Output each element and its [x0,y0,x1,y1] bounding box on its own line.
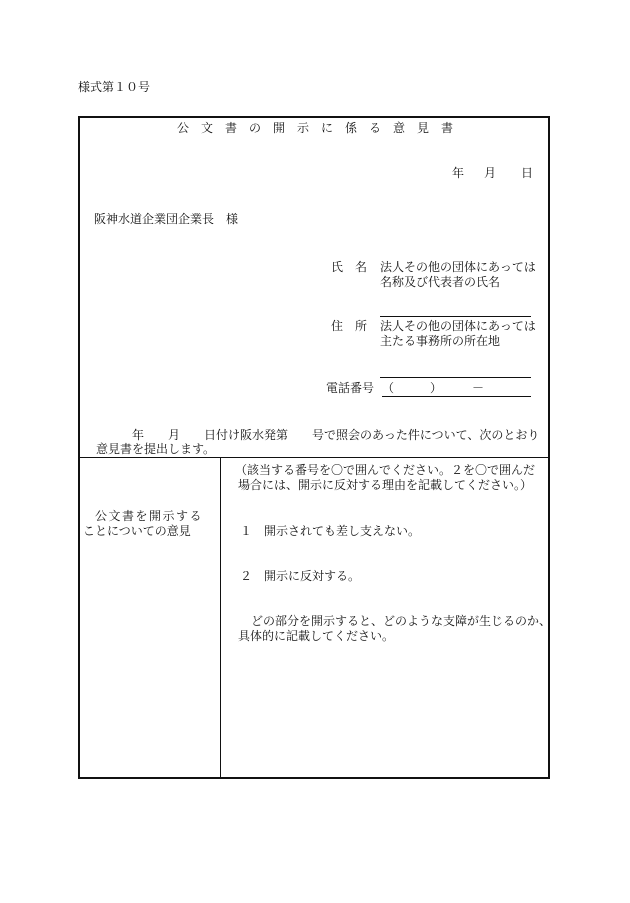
instructions: （該当する番号を〇で囲んでください。２を〇で囲んだ [235,463,536,477]
date-month: 月 [484,166,497,180]
intro-text: 年 月 日付け阪水発第 号で照会のあった件について、次のとおり [132,428,540,442]
reason-instructions: どの部分を開示すると、どのような支障が生じるのか、 [251,614,552,628]
name-note: 法人その他の団体にあっては [380,260,536,274]
option-2[interactable]: ２ 開示に反対する。 [240,569,361,583]
opinion-label: ことについての意見 [83,524,191,538]
address-field[interactable] [380,377,531,378]
divider [78,457,550,458]
form-number: 様式第１０号 [78,80,151,94]
phone-field[interactable]: （ ） － [382,381,531,397]
opinion-label: 公文書を開示する [95,509,204,523]
column-divider [220,457,221,779]
instructions: 場合には、開示に反対する理由を記載してください。） [238,478,533,492]
date-day: 日 [521,166,534,180]
reason-instructions: 具体的に記載してください。 [238,629,395,643]
document-title: 公 文 書 の 開 示 に 係 る 意 見 書 [176,121,453,135]
name-field[interactable] [380,316,531,317]
intro-text: 意見書を提出します。 [96,442,216,456]
reason-area[interactable] [222,650,548,777]
name-note: 名称及び代表者の氏名 [380,275,501,289]
date-year: 年 [452,166,465,180]
address-note: 主たる事務所の所在地 [380,334,501,348]
address-label: 住 所 [331,319,368,333]
option-1[interactable]: １ 開示されても差し支えない。 [240,524,421,538]
address-note: 法人その他の団体にあっては [380,319,536,333]
phone-label: 電話番号 [326,381,375,395]
addressee: 阪神水道企業団企業長 様 [94,212,239,226]
name-label: 氏 名 [331,260,368,274]
